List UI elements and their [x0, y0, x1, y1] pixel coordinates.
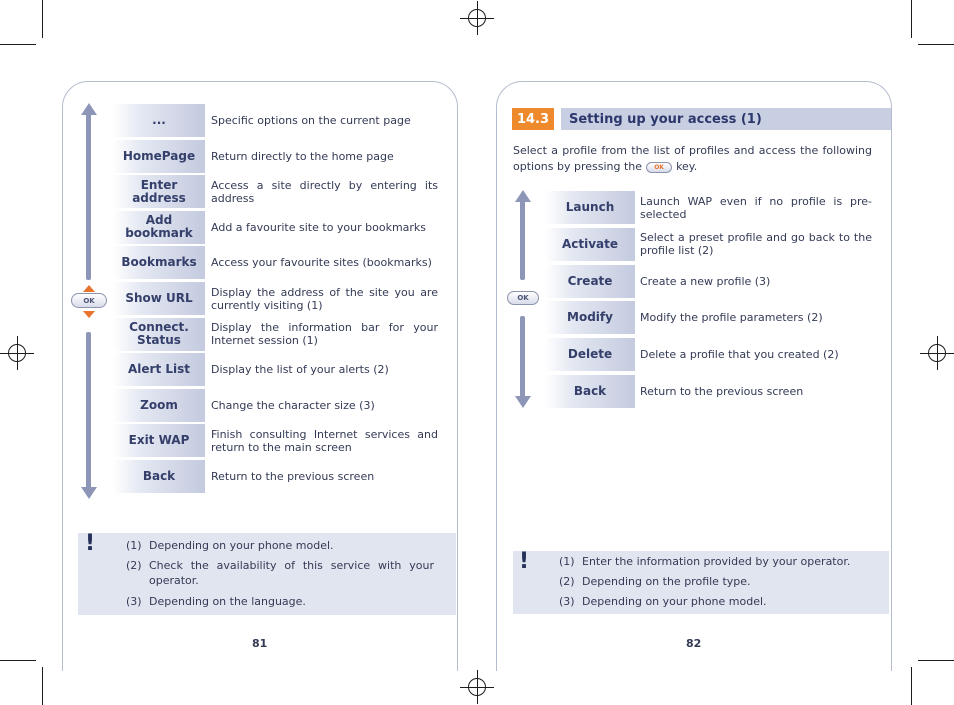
option-description: Return directly to the home page: [211, 149, 394, 163]
crop-mark: [0, 660, 36, 661]
footnote: (2) Depending on the profile type.: [559, 575, 751, 588]
option-label: Add bookmark: [113, 211, 205, 244]
option-label: HomePage: [113, 140, 205, 173]
scroll-track: [86, 113, 91, 280]
option-description: Display the information bar for your Internet session (1): [211, 321, 438, 348]
option-description: Return to the previous screen: [211, 470, 375, 483]
footnote: (3) Depending on your phone model.: [559, 595, 767, 608]
option-label: Zoom: [113, 389, 205, 422]
crop-mark: [918, 660, 954, 661]
option-label: Back: [545, 375, 635, 408]
option-description: Access your favourite sites (bookmarks): [211, 256, 432, 270]
option-description: Display the address of the site you are currently visiting (1): [211, 285, 438, 312]
crop-mark: [0, 44, 36, 45]
option-description: Create a new profile (3): [640, 274, 771, 288]
option-description: Specific options on the current page: [211, 114, 411, 127]
option-description: Select a preset profile and go back to the profile list (2): [640, 231, 872, 258]
section-number: 14.3: [512, 108, 554, 130]
option-label: Create: [545, 265, 635, 298]
intro-paragraph: Select a profile from the list of profiles and access the following options by pressing the OK key.: [513, 144, 872, 173]
option-description: Change the character size (3): [211, 398, 375, 412]
option-label: Enter address: [113, 175, 205, 208]
ok-key-icon: OK: [507, 291, 539, 305]
ok-key-icon: OK: [646, 162, 672, 173]
page-number: 81: [252, 637, 268, 650]
option-description: Modify the profile parameters (2): [640, 311, 823, 325]
crop-mark: [42, 0, 43, 38]
option-label: Show URL: [113, 282, 205, 315]
scroll-track: [520, 200, 525, 280]
option-label: Delete: [545, 338, 635, 371]
option-description: Access a site directly by entering its address: [211, 178, 438, 205]
option-label: Activate: [545, 228, 635, 261]
registration-mark-icon: [460, 1, 494, 35]
navigate-down-icon: [83, 311, 95, 318]
ok-key-icon: OK: [71, 293, 107, 308]
option-description: Add a favourite site to your bookmarks: [211, 220, 427, 234]
footnote: (1) Enter the information provided by your operator.: [559, 555, 851, 568]
footnote: (2) Check the availability of this service with your operator.: [126, 559, 434, 587]
crop-mark: [911, 0, 912, 38]
option-label: ...: [113, 104, 205, 137]
option-label: Modify: [545, 301, 635, 334]
option-label: Exit WAP: [113, 424, 205, 457]
scroll-track: [86, 332, 91, 490]
option-description: Display the list of your alerts (2): [211, 363, 389, 377]
footnote: (3) Depending on the language.: [126, 595, 306, 608]
crop-mark: [42, 667, 43, 705]
crop-mark: [911, 667, 912, 705]
option-label: Alert List: [113, 353, 205, 386]
section-title: Setting up your access (1): [561, 108, 891, 130]
option-description: Finish consulting Internet services and return to the main screen: [211, 427, 438, 454]
navigate-up-icon: [83, 285, 95, 292]
option-description: Launch WAP even if no profile is pre-selected: [640, 194, 872, 221]
option-label: Back: [113, 460, 205, 493]
scroll-down-arrow-icon: [515, 396, 531, 408]
warning-mark-icon: !: [519, 549, 530, 574]
option-label: Launch: [545, 191, 635, 224]
footnote: (1) Depending on your phone model.: [126, 539, 334, 552]
crop-mark: [918, 44, 954, 45]
warning-mark-icon: !: [85, 531, 96, 556]
option-label: Connect. Status: [113, 318, 205, 351]
registration-mark-icon: [0, 336, 34, 370]
option-description: Return to the previous screen: [640, 385, 804, 398]
registration-mark-icon: [920, 336, 954, 370]
scroll-down-arrow-icon: [81, 487, 97, 499]
option-label: Bookmarks: [113, 246, 205, 279]
registration-mark-icon: [460, 670, 494, 704]
page-number: 82: [686, 637, 702, 650]
scroll-track: [520, 316, 525, 398]
option-description: Delete a profile that you created (2): [640, 348, 839, 362]
